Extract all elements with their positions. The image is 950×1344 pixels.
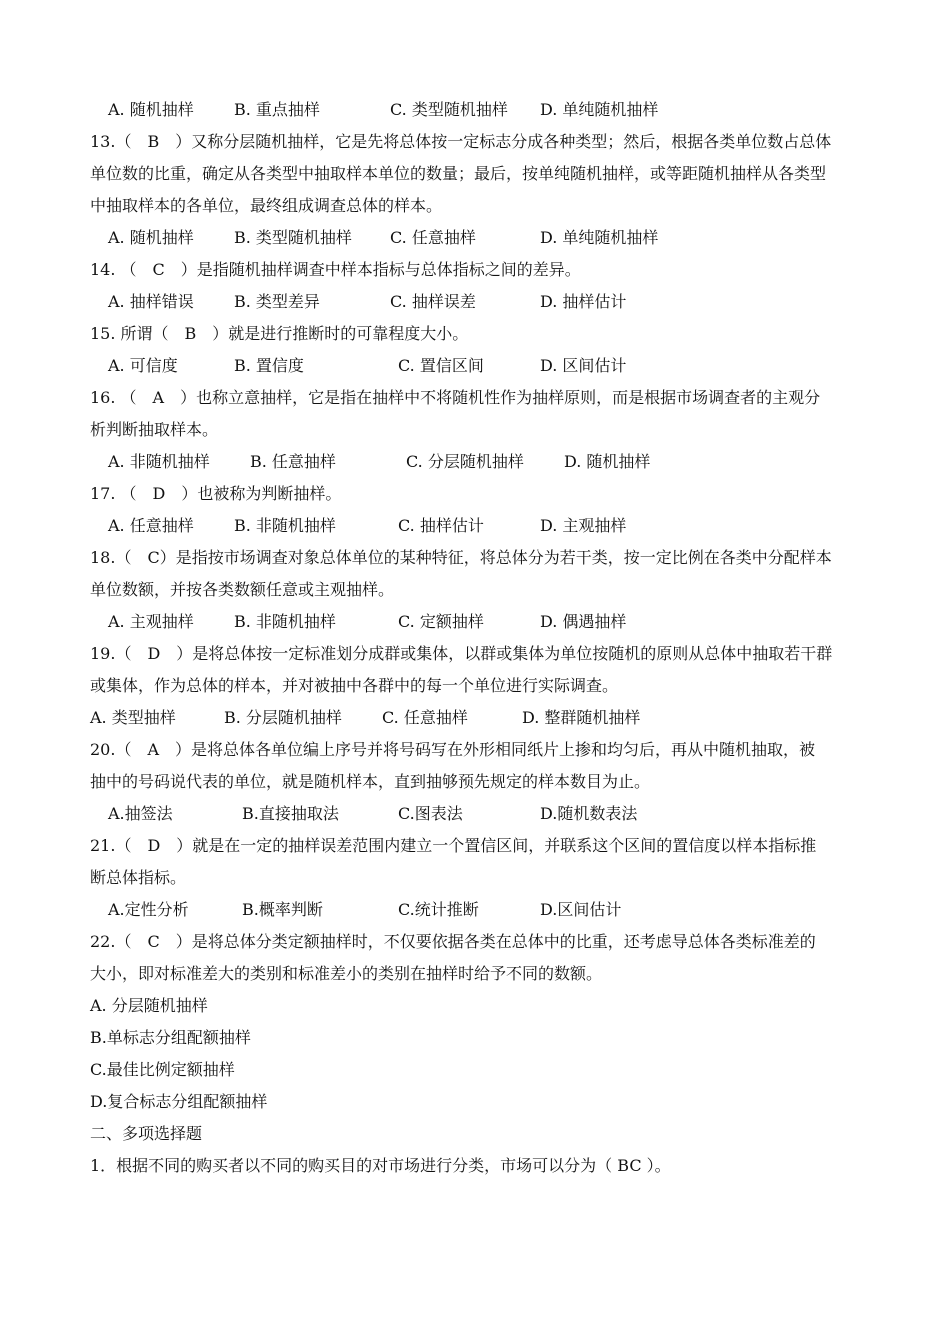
option-a: A.定性分析 [108, 900, 189, 919]
question-21-line-1: 21.（ D ）就是在一定的抽样误差范围内建立一个置信区间，并联系这个区间的置信度以样本指标推 [90, 836, 817, 855]
question-20-line-2: 抽中的号码说代表的单位，就是随机样本，直到抽够预先规定的样本数目为止。 [90, 772, 651, 791]
question-19-line-1: 19.（ D ）是将总体按一定标准划分成群或集体，以群或集体为单位按随机的原则从总体中抽取若干群 [90, 644, 833, 663]
option-a: A. 可信度 [108, 356, 178, 375]
options-row-13 [108, 227, 868, 249]
option-d: D. 单纯随机抽样 [540, 228, 659, 247]
question-19-line-2: 或集体，作为总体的样本，并对被抽中各群中的每一个单位进行实际调查。 [90, 676, 619, 695]
options-row-21 [108, 899, 868, 921]
option-c: C. 置信区间 [398, 356, 484, 375]
multi-question-1: 1．根据不同的购买者以不同的购买目的对市场进行分类，市场可以分为（ BC ）。 [90, 1156, 671, 1175]
question-18-line-2: 单位数额，并按各类数额任意或主观抽样。 [90, 580, 395, 599]
question-13-line-2: 单位数的比重，确定从各类型中抽取样本单位的数量；最后，按单纯随机抽样，或等距随机抽样从各类型 [90, 164, 827, 183]
question-13-line-3: 中抽取样本的各单位，最终组成调查总体的样本。 [90, 196, 443, 215]
option-b: B.直接抽取法 [242, 804, 339, 823]
question-13-line-1: 13.（ B ）又称分层随机抽样，它是先将总体按一定标志分成各种类型；然后，根据各类单位数占总体 [90, 132, 832, 151]
question-16-line-2: 析判断抽取样本。 [90, 420, 219, 439]
option-c: C. 抽样估计 [398, 516, 484, 535]
option-c: C. 类型随机抽样 [390, 100, 508, 119]
option-d: D. 整群随机抽样 [522, 708, 641, 727]
question-22-option-a: A. 分层随机抽样 [90, 996, 208, 1015]
option-a: A. 随机抽样 [108, 228, 194, 247]
option-d: D. 抽样估计 [540, 292, 627, 311]
option-a: A. 非随机抽样 [108, 452, 210, 471]
option-b: B. 非随机抽样 [234, 612, 336, 631]
option-c: C.统计推断 [398, 900, 479, 919]
option-a: A. 类型抽样 [90, 708, 176, 727]
question-14: 14. （ C ）是指随机抽样调查中样本指标与总体指标之间的差异。 [90, 260, 581, 279]
option-a: A.抽签法 [108, 804, 173, 823]
question-15: 15. 所谓（ B ）就是进行推断时的可靠程度大小。 [90, 324, 469, 343]
question-22-option-b: B.单标志分组配额抽样 [90, 1028, 251, 1047]
option-b: B.概率判断 [242, 900, 323, 919]
option-b: B. 置信度 [234, 356, 304, 375]
question-20-line-1: 20.（ A ）是将总体各单位编上序号并将号码写在外形相同纸片上掺和均匀后，再从中随机抽取，被 [90, 740, 816, 759]
option-b: B. 类型差异 [234, 292, 320, 311]
options-row-20 [108, 803, 868, 825]
option-b: B. 任意抽样 [250, 452, 336, 471]
question-22-option-d: D.复合标志分组配额抽样 [90, 1092, 268, 1111]
section-heading: 二、多项选择题 [90, 1124, 203, 1143]
options-row-19 [90, 707, 850, 729]
option-b: B. 分层随机抽样 [224, 708, 342, 727]
option-a: A. 随机抽样 [108, 100, 194, 119]
option-a: A. 主观抽样 [108, 612, 194, 631]
option-d: D. 单纯随机抽样 [540, 100, 659, 119]
option-c: C. 抽样误差 [390, 292, 476, 311]
question-17: 17. （ D ）也被称为判断抽样。 [90, 484, 342, 503]
question-22-line-2: 大小，即对标准差大的类别和标准差小的类别在抽样时给予不同的数额。 [90, 964, 603, 983]
options-row-17 [108, 515, 868, 537]
option-d: D. 主观抽样 [540, 516, 627, 535]
question-18-line-1: 18.（ C）是指按市场调查对象总体单位的某种特征，将总体分为若干类，按一定比例在各类中分配样本 [90, 548, 832, 567]
options-row-16 [108, 451, 868, 473]
option-d: D.随机数表法 [540, 804, 638, 823]
options-row-12 [108, 99, 868, 121]
option-c: C. 任意抽样 [382, 708, 468, 727]
question-16-line-1: 16. （ A ）也称立意抽样，它是指在抽样中不将随机性作为抽样原则，而是根据市场调查者的主观分 [90, 388, 821, 407]
option-b: B. 重点抽样 [234, 100, 320, 119]
question-21-line-2: 断总体指标。 [90, 868, 187, 887]
option-c: C. 任意抽样 [390, 228, 476, 247]
option-d: D. 偶遇抽样 [540, 612, 627, 631]
option-d: D.区间估计 [540, 900, 622, 919]
options-row-18 [108, 611, 868, 633]
option-d: D. 随机抽样 [564, 452, 651, 471]
question-22-option-c: C.最佳比例定额抽样 [90, 1060, 235, 1079]
option-b: B. 类型随机抽样 [234, 228, 352, 247]
option-d: D. 区间估计 [540, 356, 627, 375]
option-c: C.图表法 [398, 804, 463, 823]
option-b: B. 非随机抽样 [234, 516, 336, 535]
option-c: C. 定额抽样 [398, 612, 484, 631]
options-row-15 [108, 355, 868, 377]
options-row-14 [108, 291, 868, 313]
option-c: C. 分层随机抽样 [406, 452, 524, 471]
option-a: A. 任意抽样 [108, 516, 194, 535]
option-a: A. 抽样错误 [108, 292, 194, 311]
question-22-line-1: 22.（ C ）是将总体分类定额抽样时，不仅要依据各类在总体中的比重，还考虑导总体各类标准差的 [90, 932, 816, 951]
